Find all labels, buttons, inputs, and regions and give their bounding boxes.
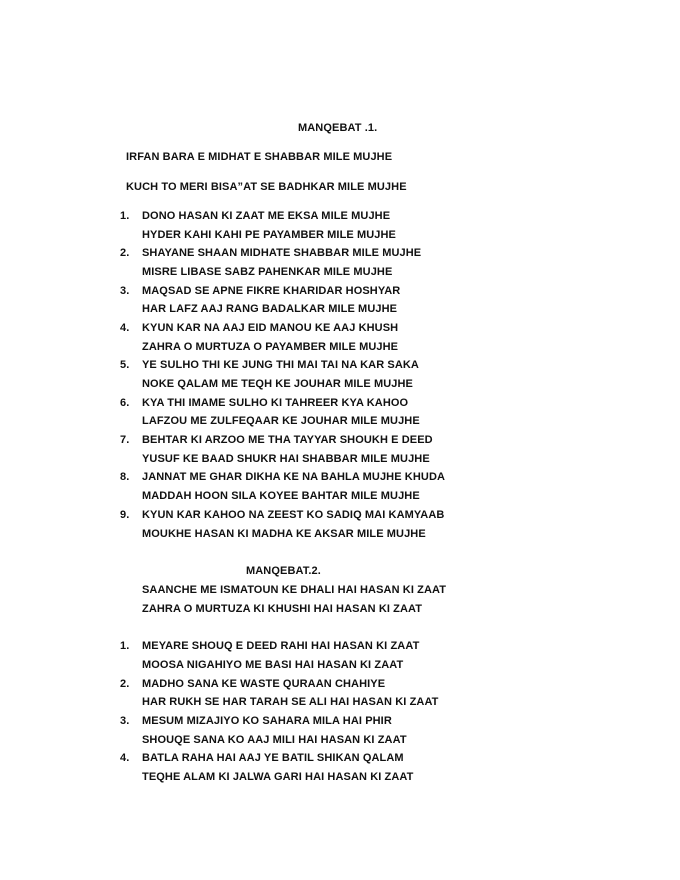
verse-number: 8. — [120, 471, 130, 483]
verse-line: MADHO SANA KE WASTE QURAAN CHAHIYE — [142, 678, 386, 690]
verse-number: 3. — [120, 285, 130, 297]
verse-line: SHAYANE SHAAN MIDHATE SHABBAR MILE MUJHE — [142, 247, 422, 259]
verse-number: 2. — [120, 247, 130, 259]
manqebat-2-matla-line-2: ZAHRA O MURTUZA KI KHUSHI HAI HASAN KI ZAAT — [142, 603, 423, 615]
verse-line: MESUM MIZAJIYO KO SAHARA MILA HAI PHIR — [142, 715, 392, 727]
verse-number: 6. — [120, 397, 130, 409]
verse-line: BATLA RAHA HAI AAJ YE BATIL SHIKAN QALAM — [142, 752, 404, 764]
verse-line: YUSUF KE BAAD SHUKR HAI SHABBAR MILE MUJHE — [142, 453, 430, 465]
verse-line: ZAHRA O MURTUZA O PAYAMBER MILE MUJHE — [142, 341, 399, 353]
manqebat-2-matla-line-1: SAANCHE ME ISMATOUN KE DHALI HAI HASAN KI ZAAT — [142, 584, 447, 596]
verse-number: 1. — [120, 210, 130, 222]
verse-line: YE SULHO THI KE JUNG THI MAI TAI NA KAR SAKA — [142, 359, 419, 371]
verse-line: KYUN KAR KAHOO NA ZEEST KO SADIQ MAI KAMYAAB — [142, 509, 445, 521]
verse-line: SHOUQE SANA KO AAJ MILI HAI HASAN KI ZAAT — [142, 734, 407, 746]
verse-number: 4. — [120, 322, 130, 334]
verse-line: MADDAH HOON SILA KOYEE BAHTAR MILE MUJHE — [142, 490, 420, 502]
verse-line: MOUKHE HASAN KI MADHA KE AKSAR MILE MUJHE — [142, 528, 426, 540]
verse-line: DONO HASAN KI ZAAT ME EKSA MILE MUJHE — [142, 210, 391, 222]
verse-number: 1. — [120, 640, 130, 652]
verse-number: 9. — [120, 509, 130, 521]
manqebat-2-title: MANQEBAT.2. — [246, 565, 321, 577]
verse-line: TEQHE ALAM KI JALWA GARI HAI HASAN KI ZAAT — [142, 771, 414, 783]
verse-line: NOKE QALAM ME TEQH KE JOUHAR MILE MUJHE — [142, 378, 413, 390]
manqebat-1-title: MANQEBAT .1. — [298, 122, 378, 134]
verse-line: LAFZOU ME ZULFEQAAR KE JOUHAR MILE MUJHE — [142, 415, 420, 427]
verse-number: 5. — [120, 359, 130, 371]
verse-number: 3. — [120, 715, 130, 727]
verse-line: KYA THI IMAME SULHO KI TAHREER KYA KAHOO — [142, 397, 409, 409]
verse-line: MOOSA NIGAHIYO ME BASI HAI HASAN KI ZAAT — [142, 659, 404, 671]
verse-line: MEYARE SHOUQ E DEED RAHI HAI HASAN KI ZAAT — [142, 640, 420, 652]
verse-line: MAQSAD SE APNE FIKRE KHARIDAR HOSHYAR — [142, 285, 401, 297]
verse-line: MISRE LIBASE SABZ PAHENKAR MILE MUJHE — [142, 266, 393, 278]
manqebat-1-matla-line-1: IRFAN BARA E MIDHAT E SHABBAR MILE MUJHE — [126, 151, 393, 163]
verse-number: 4. — [120, 752, 130, 764]
verse-number: 2. — [120, 678, 130, 690]
verse-line: BEHTAR KI ARZOO ME THA TAYYAR SHOUKH E DEED — [142, 434, 433, 446]
verse-number: 7. — [120, 434, 130, 446]
verse-line: JANNAT ME GHAR DIKHA KE NA BAHLA MUJHE KHUDA — [142, 471, 446, 483]
manqebat-1-matla-line-2: KUCH TO MERI BISA”AT SE BADHKAR MILE MUJHE — [126, 181, 407, 193]
verse-line: HAR RUKH SE HAR TARAH SE ALI HAI HASAN KI ZAAT — [142, 696, 439, 708]
verse-line: HAR LAFZ AAJ RANG BADALKAR MILE MUJHE — [142, 303, 398, 315]
verse-line: KYUN KAR NA AAJ EID MANOU KE AAJ KHUSH — [142, 322, 399, 334]
verse-line: HYDER KAHI KAHI PE PAYAMBER MILE MUJHE — [142, 229, 396, 241]
